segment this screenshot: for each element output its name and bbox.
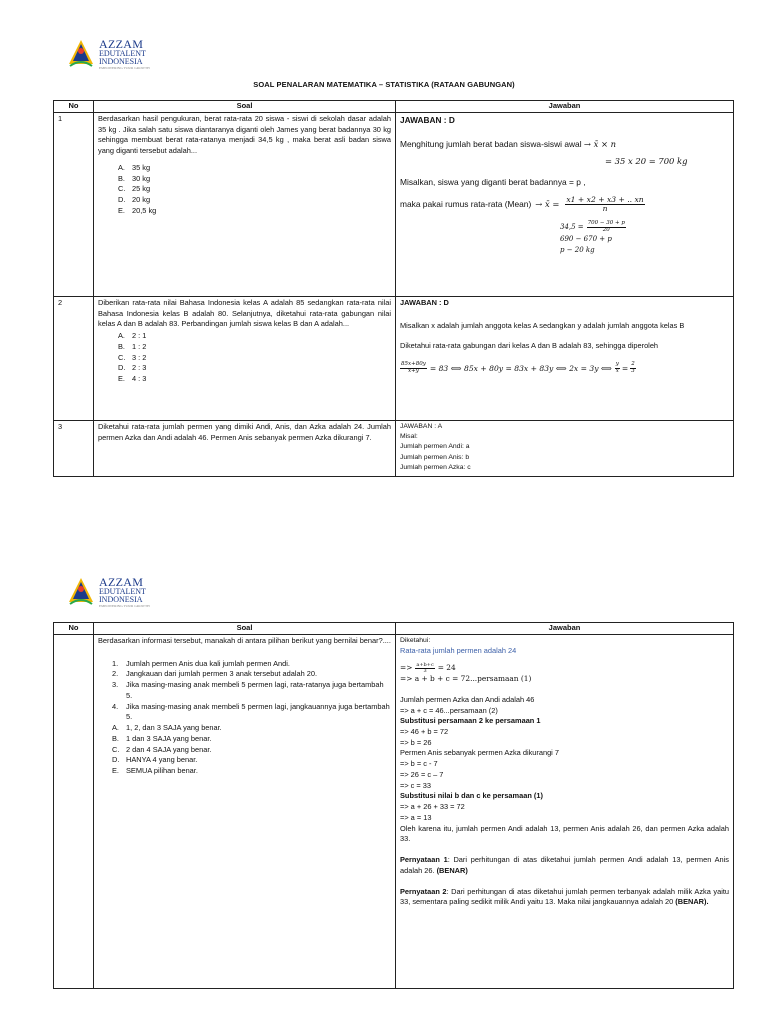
list-item: D. 2 : 3 bbox=[118, 363, 147, 373]
list-item: A. 1, 2, dan 3 SAJA yang benar. bbox=[112, 723, 222, 733]
q3-misal: Misal: bbox=[400, 433, 418, 441]
header-soal: Soal bbox=[94, 623, 396, 635]
header-no: No bbox=[54, 623, 94, 635]
q2-text: Diberikan rata-rata nilai Bahasa Indonesia kelas A adalah 85 sedangkan rata-rata nilai Bahasa Indonesia kelas B adalah 80. Selanjutnya, diketahui rata-rata gabungan nilai kelas A dan B adalah 83. Perbandingan jumlah siswa kelas B dan A adalah... bbox=[98, 298, 391, 329]
q2-answer bbox=[396, 297, 734, 421]
logo-line2: EDUTALENT bbox=[99, 587, 146, 596]
table-header-row bbox=[54, 101, 734, 113]
logo-icon bbox=[66, 38, 96, 70]
logo-line3: INDONESIA bbox=[99, 595, 143, 604]
list-item: Jumlah permen Anis: b bbox=[400, 453, 470, 461]
q3cont-number bbox=[54, 635, 94, 989]
page-2 bbox=[0, 560, 768, 1024]
list-item: Jumlah permen Andi: a bbox=[400, 443, 470, 451]
q3-answer-head: JAWABAN : A bbox=[400, 423, 443, 430]
list-item: C. 2 dan 4 SAJA yang benar. bbox=[112, 744, 212, 754]
q3cont-pernyataan-2: Pernyataan 2: Dari perhitungan di atas diketahui jumlah permen terbanyak adalah milik Azka yaitu 33, sementara paling sedikit milik Andi yaitu 13. Maka nilai jangkauannya adalah 20 (BENAR). bbox=[400, 886, 729, 907]
q3cont-diketahui: Diketahui: bbox=[400, 637, 431, 644]
q2-answer-head: JAWABAN : D bbox=[400, 298, 449, 307]
q3cont-eq1: => a + b + c = 72...persamaan (1) bbox=[400, 674, 532, 684]
q1-answer-head: JAWABAN : D bbox=[400, 115, 455, 125]
table-row-q2 bbox=[54, 297, 734, 421]
q1-question bbox=[94, 113, 396, 297]
logo-tagline: EMPOWERING YOUR GROWTH bbox=[99, 604, 150, 608]
q3cont-text: Berdasarkan informasi tersebut, manakah di antara pilihan berikut yang bernilai benar?.... bbox=[98, 636, 391, 645]
logo bbox=[66, 38, 150, 71]
list-item: 2. Jangkauan dari jumlah permen 3 anak tersebut adalah 20. bbox=[112, 669, 318, 679]
q3cont-l12: => a = 13 bbox=[400, 812, 432, 822]
header-jawaban: Jawaban bbox=[396, 623, 734, 635]
question-table-2 bbox=[53, 622, 734, 989]
table-row-q3-continued bbox=[54, 635, 734, 989]
q3cont-l11: => a + 26 + 33 = 72 bbox=[400, 802, 465, 812]
q2-options bbox=[118, 331, 391, 385]
q2-line1: Misalkan x adalah jumlah anggota kelas A sedangkan y adalah jumlah anggota kelas B bbox=[400, 320, 685, 330]
q3cont-answer bbox=[396, 635, 734, 989]
logo-line1: AZZAM bbox=[99, 575, 144, 589]
list-item: E. 20,5 kg bbox=[118, 205, 157, 215]
list-item: B. 1 : 2 bbox=[118, 341, 147, 351]
table-row-q1 bbox=[54, 113, 734, 297]
q3cont-l3: Substitusi persamaan 2 ke persamaan 1 bbox=[400, 716, 541, 726]
q3cont-l2: => a + c = 46...persamaan (2) bbox=[400, 705, 498, 715]
list-item: D. 20 kg bbox=[118, 195, 151, 205]
q3-question bbox=[94, 421, 396, 477]
document-title: SOAL PENALARAN MATEMATIKA – STATISTIKA (RATAAN GABUNGAN) bbox=[253, 80, 515, 89]
list-item: 4. Jika masing-masing anak membeli 5 permen lagi, jangkauannya juga bertambah 5. bbox=[112, 701, 390, 722]
q2-equation: $\frac{85x+80y}{x+y}$ = 83 ⟺ 85x + 80y = 83x + 83y ⟺ 2x = 3y ⟺ $\frac{y}{x}$ = $\frac{2}{3}$ bbox=[401, 361, 635, 374]
q3-number: 3 bbox=[54, 421, 94, 477]
q3cont-l1: Jumlah permen Azka dan Andi adalah 46 bbox=[400, 694, 535, 704]
q1-answer bbox=[396, 113, 734, 297]
q1-step1-result: = 35 x 20 = 700 kg bbox=[605, 156, 688, 167]
q3cont-question bbox=[94, 635, 396, 989]
logo-icon bbox=[66, 576, 96, 608]
q1-options bbox=[118, 163, 391, 217]
q3-text: Diketahui rata-rata jumlah permen yang dimiki Andi, Anis, dan Azka adalah 24. Jumlah permen Azka dan Andi adalah 46. Permen Anis sebanyak permen Azka dikurangi 7. bbox=[98, 422, 391, 442]
q3cont-l4: => 46 + b = 72 bbox=[400, 727, 449, 737]
q3cont-l5: => b = 26 bbox=[400, 737, 432, 747]
q2-number: 2 bbox=[54, 297, 94, 421]
table-row-q3 bbox=[54, 421, 734, 477]
q3cont-l7: => b = c - 7 bbox=[400, 759, 438, 769]
list-item: D. HANYA 4 yang benar. bbox=[112, 755, 198, 765]
header-jawaban: Jawaban bbox=[396, 101, 734, 113]
q2-question bbox=[94, 297, 396, 421]
q1-calculation: 34,5 = $\frac{700 - 30 + p}{20}$ 690 − 670 + p p − 20 kg bbox=[560, 220, 625, 254]
header-no: No bbox=[54, 101, 94, 113]
q3cont-l9: => c = 33 bbox=[400, 780, 432, 790]
list-item: A. 35 kg bbox=[118, 162, 151, 172]
q1-number: 1 bbox=[54, 113, 94, 297]
q1-text: Berdasarkan hasil pengukuran, berat rata-rata 20 siswa - siswi di sekolah dasar adalah 35 kg . Jika salah satu siswa diantaranya diganti oleh James yang berat badannya 30 kg sehingga membuat berat rata-ratanya menjadi 34,5 kg , maka berat asli badan siswa yang diganti tersebut adalah... bbox=[98, 114, 391, 156]
q3cont-pernyataan-1: Pernyataan 1: Dari perhitungan di atas diketahui jumlah permen Andi adalah 13, permen Anis adalah 26. (BENAR) bbox=[400, 855, 729, 875]
q1-step1: Menghitung jumlah berat badan siswa-siswi awal → x̄ × n bbox=[400, 139, 617, 150]
logo-line2: EDUTALENT bbox=[99, 49, 146, 58]
q1-step3: maka pakai rumus rata-rata (Mean) → x̄ = $\frac{x1 + x2 + x3 + .. xn}{n}$ bbox=[400, 195, 644, 214]
logo bbox=[66, 576, 150, 609]
list-item: C. 3 : 2 bbox=[118, 352, 147, 362]
list-item: C. 25 kg bbox=[118, 184, 151, 194]
list-item: E. 4 : 3 bbox=[118, 374, 147, 384]
list-item: 1. Jumlah permen Anis dua kali jumlah permen Andi. bbox=[112, 658, 290, 668]
list-item: 3. Jika masing-masing anak membeli 5 permen lagi, rata-ratanya juga bertambah 5. bbox=[112, 680, 384, 700]
q3cont-mean-equation: => $\frac{a+b+c}{3}$ = 24 bbox=[400, 661, 456, 674]
list-item: Jumlah permen Azka: c bbox=[400, 463, 471, 471]
table-header-row bbox=[54, 623, 734, 635]
q3cont-rata-line: Rata-rata jumlah permen adalah 24 bbox=[400, 645, 517, 655]
list-item: B. 1 dan 3 SAJA yang benar. bbox=[112, 733, 212, 743]
q3cont-l8: => 26 = c – 7 bbox=[400, 769, 444, 779]
q3cont-l6: Permen Anis sebanyak permen Azka dikurangi 7 bbox=[400, 748, 559, 758]
q1-step2: Misalkan, siswa yang diganti berat badannya = p , bbox=[400, 176, 586, 187]
logo-tagline: EMPOWERING YOUR GROWTH bbox=[99, 66, 150, 70]
list-item: B. 30 kg bbox=[118, 173, 151, 183]
logo-line3: INDONESIA bbox=[99, 57, 143, 66]
q3cont-l10: Substitusi nilai b dan c ke persamaan (1) bbox=[400, 791, 543, 801]
list-item: E. SEMUA pilihan benar. bbox=[112, 766, 198, 776]
q3cont-l13: Oleh karena itu, jumlah permen Andi adalah 13, permen Anis adalah 26, dan permen Azka adalah 33. bbox=[400, 823, 729, 844]
q3-answer bbox=[396, 421, 734, 477]
question-table-1 bbox=[53, 100, 734, 477]
header-soal: Soal bbox=[94, 101, 396, 113]
logo-line1: AZZAM bbox=[99, 37, 144, 51]
q2-line2: Diketahui rata-rata gabungan dari kelas A dan B adalah 83, sehingga diperoleh bbox=[400, 341, 659, 351]
q3cont-statements bbox=[112, 659, 391, 777]
list-item: A. 2 : 1 bbox=[118, 331, 147, 341]
